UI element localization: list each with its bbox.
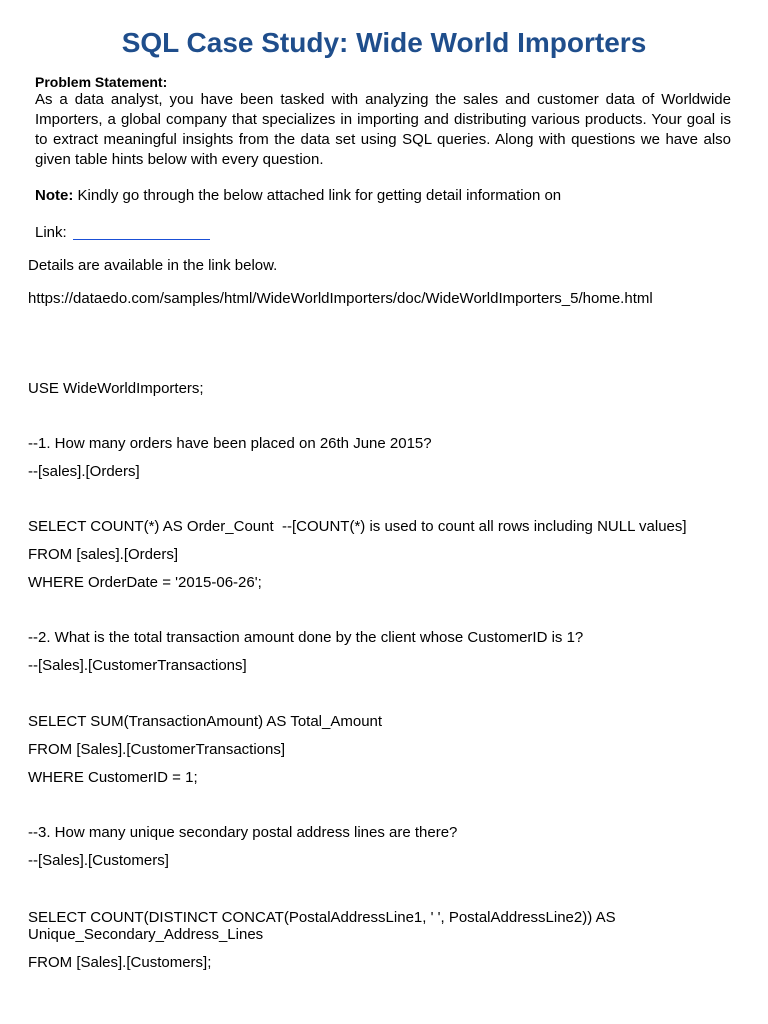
- use-statement: USE WideWorldImporters;: [28, 380, 204, 397]
- question-1-sql-line-3: WHERE OrderDate = '2015-06-26';: [28, 574, 262, 591]
- question-3-sql-line-2: FROM [Sales].[Customers];: [28, 954, 212, 971]
- question-1-hint: --[sales].[Orders]: [28, 463, 140, 480]
- note-paragraph: [35, 186, 735, 206]
- link-line: [35, 223, 210, 243]
- note-label: Note:: [35, 187, 74, 204]
- page-title: SQL Case Study: Wide World Importers: [121, 27, 647, 58]
- reference-url[interactable]: https://dataedo.com/samples/html/WideWorldImporters/doc/WideWorldImporters_5/home.html: [28, 290, 653, 307]
- question-2-sql-line-1: SELECT SUM(TransactionAmount) AS Total_Amount: [28, 713, 383, 730]
- question-3: --3. How many unique secondary postal address lines are there?: [28, 824, 458, 841]
- question-2: --2. What is the total transaction amount done by the client whose CustomerID is 1?: [28, 629, 584, 646]
- note-text: Kindly go through the below attached link for getting detail information on: [73, 187, 562, 204]
- details-text: Details are available in the link below.: [28, 257, 278, 274]
- question-3-hint: --[Sales].[Customers]: [28, 852, 169, 869]
- question-1: --1. How many orders have been placed on 26th June 2015?: [28, 435, 432, 452]
- question-2-hint: --[Sales].[CustomerTransactions]: [28, 657, 247, 674]
- problem-statement-body: As a data analyst, you have been tasked with analyzing the sales and customer data of Worldwide Importers, a global company that specializes in importing and distributing various products. Your goal is to extract meaningful insights from the data set using SQL queries. Along with questions we have also given table hints below with every question.: [35, 91, 731, 168]
- question-2-sql-line-3: WHERE CustomerID = 1;: [28, 769, 198, 786]
- question-1-sql-line-1: SELECT COUNT(*) AS Order_Count --[COUNT(*) is used to count all rows including NULL values]: [28, 518, 687, 535]
- problem-statement-heading: Problem Statement:: [35, 74, 168, 90]
- link-blank[interactable]: [73, 223, 210, 240]
- question-3-sql-line-1: SELECT COUNT(DISTINCT CONCAT(PostalAddressLine1, ' ', PostalAddressLine2)) AS Unique_Secondary_Address_Lines: [28, 909, 616, 943]
- link-label: Link:: [35, 224, 67, 241]
- question-2-sql-line-2: FROM [Sales].[CustomerTransactions]: [28, 741, 286, 758]
- question-1-sql-line-2: FROM [sales].[Orders]: [28, 546, 179, 563]
